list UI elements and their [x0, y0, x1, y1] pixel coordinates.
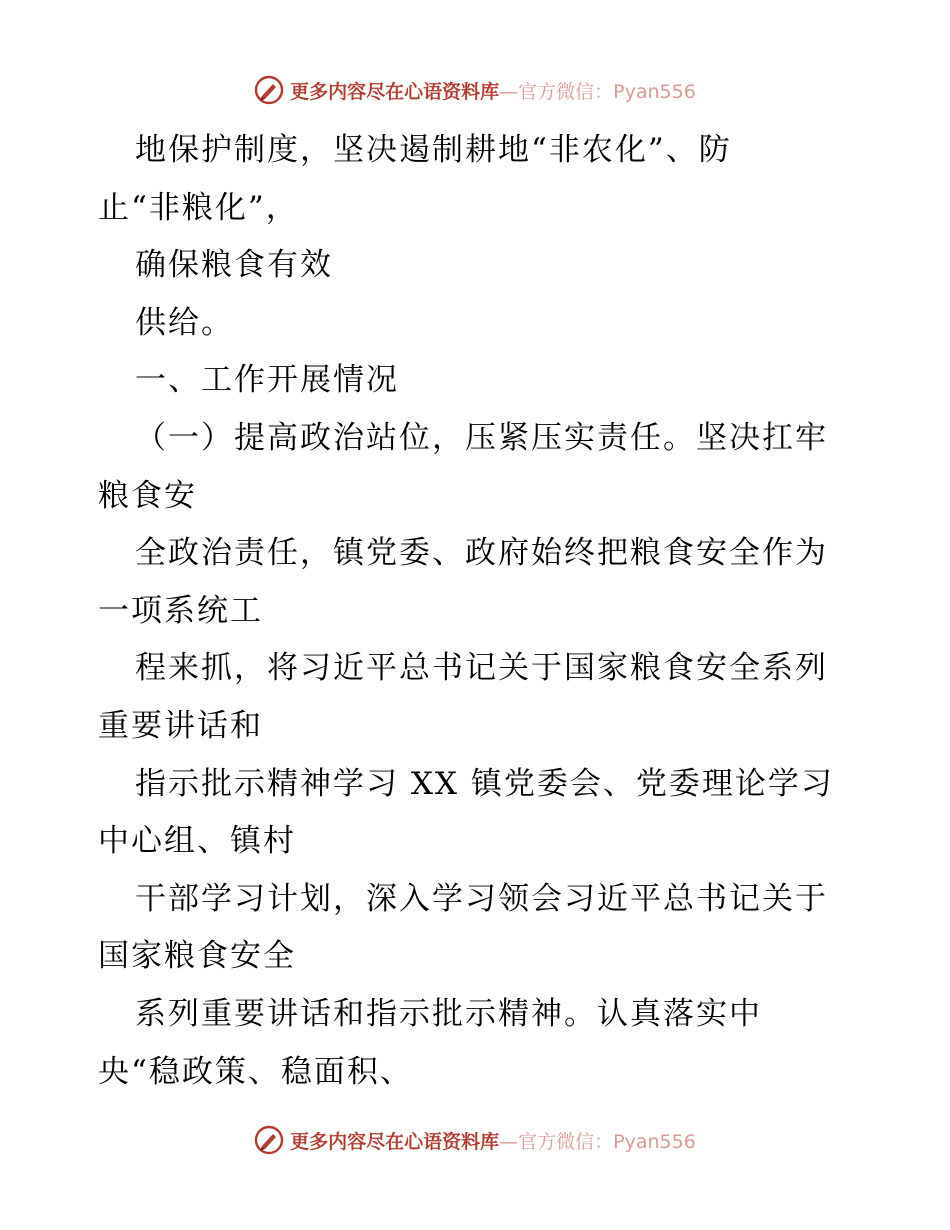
text-line: 粮食安 — [98, 477, 197, 514]
watermark-text: 更多内容尽在心语资料库—官方微信：Pyan556 — [290, 1130, 696, 1153]
text-line: 止“非粮化”， — [98, 189, 299, 226]
watermark-text: 更多内容尽在心语资料库—官方微信：Pyan556 — [290, 80, 696, 103]
text-line: 地保护制度，坚决遏制耕地“非农化”、防 — [135, 132, 732, 168]
text-line: 指示批示精神学习 XX 镇党委会、党委理论学习 — [135, 765, 834, 802]
pen-logo-icon — [254, 75, 284, 105]
text-line: 供给。 — [135, 304, 234, 341]
text-line: 干部学习计划，深入学习领会习近平总书记关于 — [135, 880, 828, 917]
text-line: （一）提高政治站位，压紧压实责任。坚决扛牢 — [135, 419, 828, 456]
pen-logo-icon — [254, 1125, 284, 1155]
text-line: 重要讲话和 — [98, 707, 263, 744]
text-line: 系列重要讲话和指示批示精神。认真落实中 — [135, 995, 762, 1032]
text-line: 中心组、镇村 — [98, 823, 296, 860]
text-line: 全政治责任，镇党委、政府始终把粮食安全作为 — [135, 535, 828, 572]
text-line: 央“稳政策、稳面积、 — [98, 1053, 413, 1090]
text-line: 一项系统工 — [98, 592, 263, 629]
text-line: 国家粮食安全 — [98, 938, 296, 975]
text-line: 确保粮食有效 — [135, 247, 333, 284]
text-line: 程来抓，将习近平总书记关于国家粮食安全系列 — [135, 650, 828, 687]
footer-watermark — [0, 1120, 950, 1160]
document-body — [98, 122, 858, 1101]
text-line: 一、工作开展情况 — [135, 362, 399, 399]
header-watermark — [0, 70, 950, 110]
